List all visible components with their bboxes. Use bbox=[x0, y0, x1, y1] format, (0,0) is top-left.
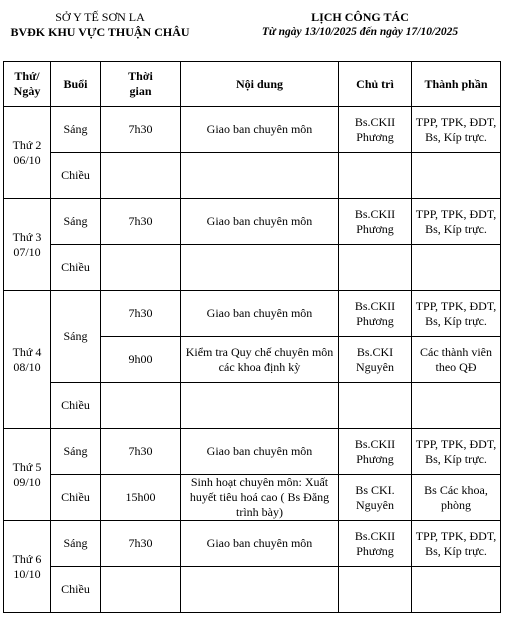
time-cell bbox=[101, 567, 181, 613]
session-cell: Chiều bbox=[51, 383, 101, 429]
members-cell: Các thành viên theo QĐ bbox=[412, 337, 501, 383]
session-cell: Chiều bbox=[51, 153, 101, 199]
content-cell: Sinh hoạt chuyên môn: Xuất huyết tiêu hoá cao ( Bs Đăng trình bày) bbox=[181, 475, 339, 521]
table-header-row bbox=[4, 62, 501, 107]
content-cell bbox=[181, 245, 339, 291]
table-row bbox=[4, 291, 501, 337]
schedule-header bbox=[215, 10, 505, 40]
schedule-table bbox=[3, 61, 501, 613]
chair-cell bbox=[339, 567, 412, 613]
content-cell bbox=[181, 383, 339, 429]
time-cell: 9h00 bbox=[101, 337, 181, 383]
members-cell: TPP, TPK, ĐDT, Bs, Kíp trực. bbox=[412, 429, 501, 475]
column-header-day: Thứ/ Ngày bbox=[4, 62, 51, 107]
content-cell: Giao ban chuyên môn bbox=[181, 429, 339, 475]
column-header-chair: Chủ trì bbox=[339, 62, 412, 107]
time-cell: 7h30 bbox=[101, 291, 181, 337]
column-header-members: Thành phần bbox=[412, 62, 501, 107]
members-cell: TPP, TPK, ĐDT, Bs, Kíp trực. bbox=[412, 199, 501, 245]
schedule-date-range: Từ ngày 13/10/2025 đến ngày 17/10/2025 bbox=[261, 26, 459, 38]
time-cell: 15h00 bbox=[101, 475, 181, 521]
table-row bbox=[4, 107, 501, 153]
chair-cell: Bs.CKII Phương bbox=[339, 429, 412, 475]
content-cell: Giao ban chuyên môn bbox=[181, 291, 339, 337]
session-cell: Chiều bbox=[51, 475, 101, 521]
chair-cell: Bs CKI. Nguyên bbox=[339, 475, 412, 521]
members-cell bbox=[412, 153, 501, 199]
day-cell: Thứ 5 09/10 bbox=[4, 429, 51, 521]
time-cell: 7h30 bbox=[101, 199, 181, 245]
time-cell: 7h30 bbox=[101, 107, 181, 153]
session-cell: Chiều bbox=[51, 567, 101, 613]
members-cell bbox=[412, 567, 501, 613]
column-header-content: Nội dung bbox=[181, 62, 339, 107]
chair-cell: Bs.CKII Phương bbox=[339, 107, 412, 153]
session-cell: Sáng bbox=[51, 291, 101, 383]
session-cell: Sáng bbox=[51, 429, 101, 475]
table-row bbox=[4, 199, 501, 245]
session-cell: Sáng bbox=[51, 521, 101, 567]
members-cell bbox=[412, 383, 501, 429]
chair-cell: Bs.CKII Phương bbox=[339, 199, 412, 245]
schedule-title: LỊCH CÔNG TÁC bbox=[311, 10, 409, 24]
members-cell bbox=[412, 245, 501, 291]
hospital-name: BVĐK KHU VỰC THUẬN CHÂU bbox=[10, 25, 190, 39]
organization-header bbox=[0, 10, 200, 40]
content-cell bbox=[181, 153, 339, 199]
session-cell: Chiều bbox=[51, 245, 101, 291]
chair-cell bbox=[339, 153, 412, 199]
content-cell: Kiểm tra Quy chế chuyên môn các khoa định kỳ bbox=[181, 337, 339, 383]
session-cell: Sáng bbox=[51, 107, 101, 153]
table-row bbox=[4, 383, 501, 429]
session-cell: Sáng bbox=[51, 199, 101, 245]
chair-cell: Bs.CKI Nguyên bbox=[339, 337, 412, 383]
table-row bbox=[4, 521, 501, 567]
members-cell: TPP, TPK, ĐDT, Bs, Kíp trực. bbox=[412, 521, 501, 567]
table-row bbox=[4, 245, 501, 291]
content-cell: Giao ban chuyên môn bbox=[181, 521, 339, 567]
members-cell: Bs Các khoa, phòng bbox=[412, 475, 501, 521]
chair-cell: Bs.CKII Phương bbox=[339, 521, 412, 567]
time-cell: 7h30 bbox=[101, 521, 181, 567]
chair-cell bbox=[339, 245, 412, 291]
time-cell: 7h30 bbox=[101, 429, 181, 475]
content-cell: Giao ban chuyên môn bbox=[181, 107, 339, 153]
column-header-time: Thời gian bbox=[101, 62, 181, 107]
ministry-name: SỞ Y TẾ SƠN LA bbox=[55, 10, 145, 24]
time-cell bbox=[101, 153, 181, 199]
content-cell: Giao ban chuyên môn bbox=[181, 199, 339, 245]
table-row bbox=[4, 153, 501, 199]
chair-cell: Bs.CKII Phương bbox=[339, 291, 412, 337]
day-cell: Thứ 4 08/10 bbox=[4, 291, 51, 429]
chair-cell bbox=[339, 383, 412, 429]
time-cell bbox=[101, 383, 181, 429]
time-cell bbox=[101, 245, 181, 291]
column-header-session: Buổi bbox=[51, 62, 101, 107]
day-cell: Thứ 3 07/10 bbox=[4, 199, 51, 291]
content-cell bbox=[181, 567, 339, 613]
table-row bbox=[4, 429, 501, 475]
table-row bbox=[4, 475, 501, 521]
day-cell: Thứ 6 10/10 bbox=[4, 521, 51, 613]
table-row bbox=[4, 567, 501, 613]
members-cell: TPP, TPK, ĐDT, Bs, Kíp trực. bbox=[412, 107, 501, 153]
day-cell: Thứ 2 06/10 bbox=[4, 107, 51, 199]
members-cell: TPP, TPK, ĐDT, Bs, Kíp trực. bbox=[412, 291, 501, 337]
